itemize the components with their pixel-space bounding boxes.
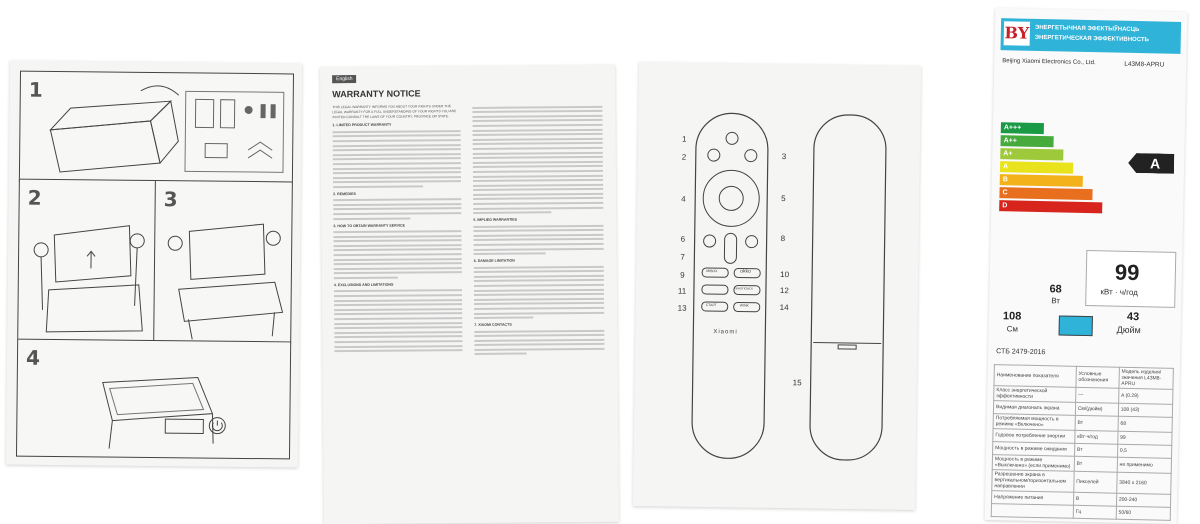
power-on-illustration [17,340,290,459]
callout-10: 10 [780,270,789,279]
tv-screen-icon [1059,315,1093,336]
table-cell: Вт [1074,456,1117,472]
table-cell: Потребляемая мощность в режиме «Включено» [993,414,1075,431]
annual-energy-box [1085,250,1176,308]
table-cell: 50/60 [1116,506,1171,520]
class-bar-d: D [999,200,1102,213]
callout-13: 13 [678,304,687,313]
table-cell: 3840 x 2160 [1116,472,1171,494]
standard-code: СТБ 2479-2016 [996,348,1045,356]
start-button-label: СТАРТ [706,303,717,307]
callout-3: 3 [782,152,787,161]
section-heading: 1. LIMITED PRODUCT WARRANTY [333,122,461,128]
table-cell: Вт [1075,415,1118,431]
step-panel-4 [16,339,291,460]
table-cell: Разрешение экрана в вертикальном/горизонтальном направлении [992,470,1074,493]
table-cell: Годовое потребление энергии [993,429,1075,444]
diag-cm-unit: См [1007,324,1018,333]
remote-diagram-sheet [633,62,921,510]
section-heading: 5. IMPLIED WARRANTIES [473,217,603,223]
callout-1: 1 [682,135,687,144]
warranty-column-left [332,104,462,355]
wink-button-label: WINK [740,303,749,307]
table-header-cell: Модель изделия/ значения L43M8-APRU [1119,367,1174,389]
remote-front-illustration [633,62,921,510]
energy-label [985,8,1188,524]
step-panel-1 [19,71,294,186]
step-number: 1 [29,78,43,102]
table-cell: 0,5 [1117,444,1172,458]
table-header-cell: Условные обозначения [1076,366,1119,388]
diagonal-box [996,308,1175,346]
warranty-column-right [472,103,604,358]
step-panel-2 [17,179,157,342]
mibox-button-label: MIBOX [706,269,717,273]
table-cell: 200-240 [1116,493,1171,507]
class-bar-a3plus: A+++ [1001,122,1044,134]
class-bar-a1plus: A+ [1000,148,1063,160]
kinopoisk-button-label: КИНОПОИСК [734,286,753,290]
table-cell: 68 [1118,416,1173,432]
callout-7: 7 [680,253,685,262]
rating-value: A [1150,155,1160,171]
callout-9: 9 [680,271,685,280]
section-heading: 2. REMEDIES [333,191,461,197]
callout-6: 6 [681,235,686,244]
table-cell: Класс энергетической эффективности [994,386,1076,403]
table-cell: Мощность в режиме «Выключено» (если применимо) [992,455,1074,472]
callout-8: 8 [781,234,786,243]
header-line-1: ЭНЕРГЕТЫЧНАЯ ЭФЕКТЫЎНАСЦЬ [1035,25,1139,33]
table-cell: A (0.29) [1118,388,1173,404]
table-cell: 99 [1118,431,1173,445]
annual-energy-value: 99 [1115,260,1140,287]
table-cell: 108 (43) [1118,403,1173,417]
specs-table [991,364,1174,521]
warranty-intro: THIS LEGAL WARRANTY INFORMS YOU ABOUT YOUR RIGHTS UNDER THE LEGAL WARRANTY FOR A FULL UNDERSTANDING OF YOUR RIGHTS YOU ARE INVITED CONSULT THE LAWS OF YOUR COUNTRY, PROVINCE OR STATE. [332,104,460,120]
table-cell: кВт·ч/год [1075,430,1118,444]
supplier-name: Beijing Xiaomi Electronics Co., Ltd. [1002,58,1095,66]
remote-brand-label: Xiaomi [713,329,737,335]
table-cell: Гц [1073,505,1116,519]
annual-energy-unit: кВт · ч/год [1100,287,1138,297]
step-number: 4 [26,346,40,370]
class-bar-a2plus: A++ [1000,135,1053,147]
section-heading: 6. DAMAGE LIMITATION [474,258,604,264]
model-name: L43M8-APRU [1124,61,1164,69]
warranty-title: WARRANTY NOTICE [332,88,420,99]
header-line-2: ЭНЕРГЕТИЧЕСКАЯ ЭФФЕКТИВНОСТЬ [1035,35,1149,43]
class-bar-a: A [1000,161,1073,174]
warranty-notice-sheet [320,65,619,524]
table-cell: В [1073,492,1116,506]
diag-in-value: 43 [1127,311,1139,323]
table-header-cell: Наименование показателя [994,365,1076,388]
callout-15: 15 [793,378,802,387]
diag-cm-value: 108 [1003,310,1022,322]
section-heading: 4. EXCLUSIONS AND LIMITATIONS [334,282,462,288]
callout-12: 12 [780,286,789,295]
okko-button-label: okko [740,268,751,274]
section-heading: 3. HOW TO OBTAIN WARRANTY SERVICE [333,223,461,229]
setup-instructions-sheet [6,60,302,467]
power-value: 68 [1049,283,1061,295]
table-cell: не применимо [1117,457,1172,473]
language-tag: English [332,75,356,83]
callout-5: 5 [781,194,786,203]
callout-14: 14 [780,303,789,312]
callout-2: 2 [682,153,687,162]
table-cell: Видимая диагональ экрана [993,401,1075,416]
table-cell [991,504,1073,519]
callout-4: 4 [681,195,686,204]
country-code: BY [1004,21,1030,46]
step-panel-3 [153,180,293,343]
section-heading: 7. XIAOMI CONTACTS [474,322,604,328]
class-bar-c: C [999,187,1092,200]
step-number: 2 [28,186,42,210]
table-cell: Пикселей [1074,471,1117,493]
power-unit: Вт [1051,296,1060,305]
lift-tv-illustration [18,180,156,341]
table-cell: См/(дюйм) [1075,402,1118,416]
class-bar-b: B [1000,174,1083,187]
diag-in-unit: Дюйм [1117,325,1141,336]
place-tv-illustration [154,181,292,342]
callout-11: 11 [678,287,686,296]
table-cell: Напряжение питания [992,491,1074,506]
table-cell: Вт [1074,443,1117,457]
table-cell: — [1075,387,1118,403]
tv-box-illustration [20,72,293,185]
step-number: 3 [164,187,178,211]
table-cell: Мощность в режиме ожидания [993,442,1075,457]
power-box [1045,283,1079,308]
